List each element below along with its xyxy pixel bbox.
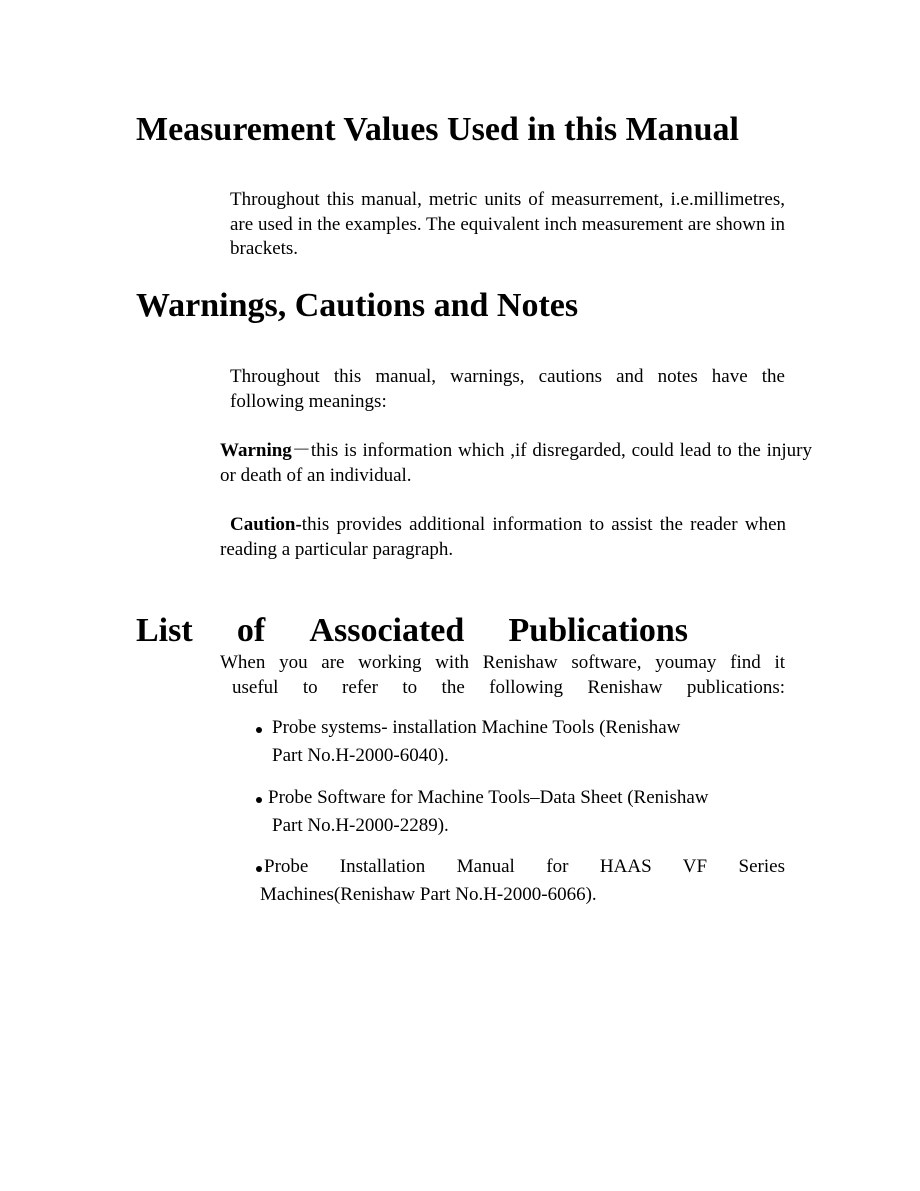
publications-intro-line2: useful to refer to the following Renishaw publications: <box>232 676 785 698</box>
heading-measurement-values: Measurement Values Used in this Manual <box>136 111 739 148</box>
list-item-line1: Probe Software for Machine Tools–Data Sheet (Renishaw <box>268 787 709 808</box>
list-item <box>256 853 785 909</box>
list-item-line1: Probe systems- installation Machine Tools (Renishaw <box>272 717 681 738</box>
list-item-line1: Probe Installation Manual for HAAS VF Series <box>264 856 785 877</box>
heading-word: List <box>136 612 193 649</box>
warning-definition <box>220 439 812 488</box>
list-item-line2: Machines(Renishaw Part No.H-2000-6066). <box>260 884 597 905</box>
bullet-icon <box>256 866 262 872</box>
caution-text: this provides additional information to assist the reader when reading a particular paragraph. <box>220 514 786 560</box>
heading-warnings-cautions-notes: Warnings, Cautions and Notes <box>136 287 579 324</box>
publications-intro-line1: When you are working with Renishaw software, youmay find it <box>220 652 785 673</box>
measurement-paragraph: Throughout this manual, metric units of measurrement, i.e.millimetres, are used in the examples. The equivalent inch measurement are shown in brackets. <box>230 189 785 259</box>
warning-text: －this is information which ,if disregarded, could lead to the injury or death of an individual. <box>220 440 812 486</box>
heading-word: Publications <box>508 612 688 649</box>
caution-definition <box>220 513 786 562</box>
heading-word: of <box>236 612 266 649</box>
warnings-intro-paragraph: Throughout this manual, warnings, cautions and notes have the following meanings: <box>230 366 785 412</box>
list-item-line1-wrap <box>256 853 785 881</box>
warning-label: Warning <box>220 440 292 461</box>
publications-intro-paragraph <box>220 651 785 700</box>
list-item-line2: Part No.H-2000-2289). <box>272 815 449 836</box>
list-item-line2: Part No.H-2000-6040). <box>272 745 449 766</box>
caution-label: Caution- <box>230 514 302 535</box>
heading-associated-publications <box>136 611 688 651</box>
list-item <box>256 714 776 770</box>
bullet-icon <box>256 797 262 803</box>
bullet-icon <box>256 727 262 733</box>
list-item <box>256 784 776 840</box>
heading-word: Associated <box>309 612 465 649</box>
